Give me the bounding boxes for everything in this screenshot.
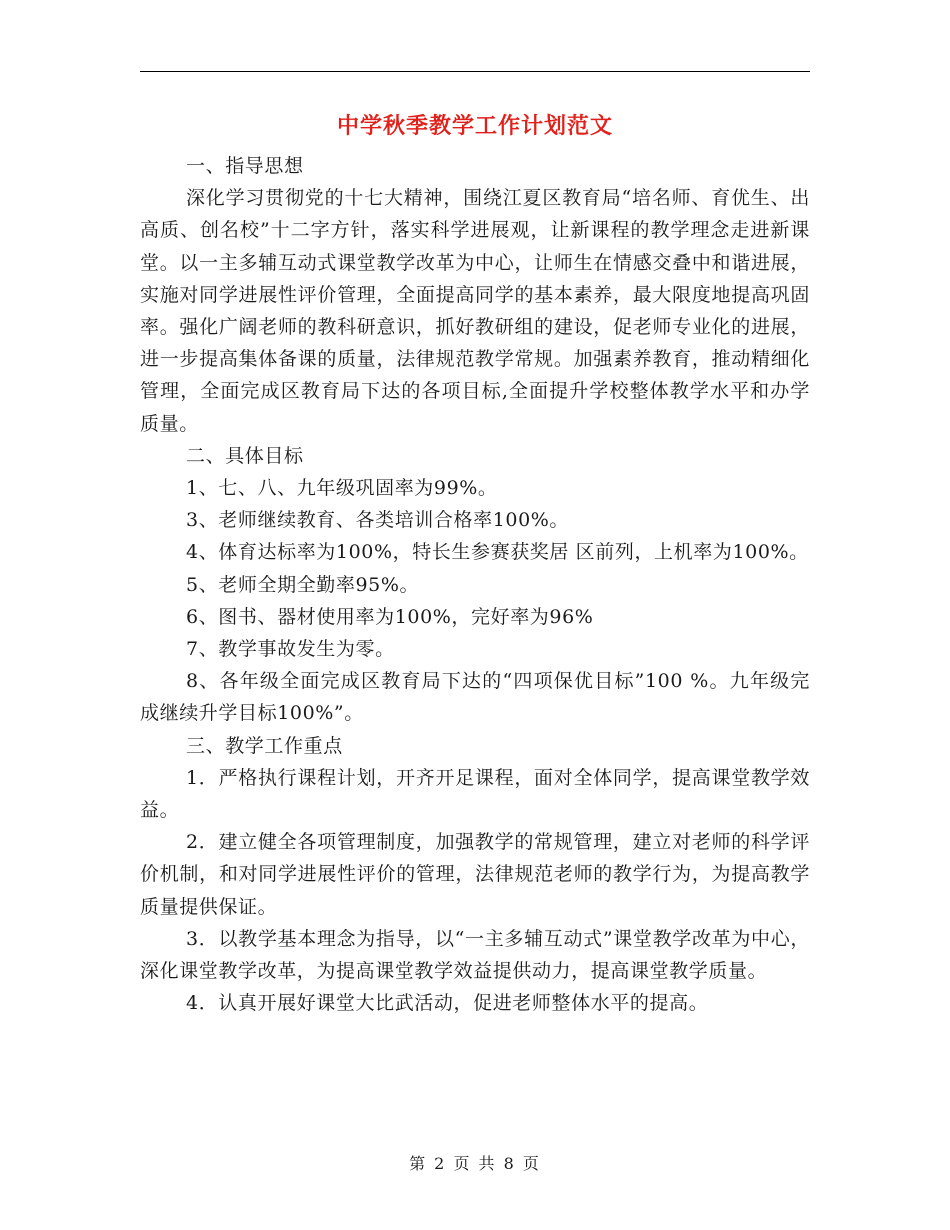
paragraph-guiding-thought: 深化学习贯彻党的十七大精神，围绕江夏区教育局“培名师、育优生、出高质、创名校”十二字方针，落实科学进展观，让新课程的教学理念走进新课堂。以一主多辅互动式课堂教学改革为中心，让师生在情感交叠中和谐进展，实施对同学进展性评价管理，全面提高同学的基本素养，最大限度地提高巩固率。强化广阔老师的教科研意识，抓好教研组的建设，促老师专业化的进展，进一步提高集体备课的质量，法律规范教学常规。加强素养教育，推动精细化管理，全面完成区教育局下达的各项目标,全面提升学校整体教学水平和办学质量。	[140, 187, 810, 435]
focus-item: 4．认真开展好课堂大比武活动，促进老师整体水平的提高。	[186, 992, 709, 1015]
goal-item: 6、图书、器材使用率为100%，完好率为96%	[186, 605, 594, 628]
document-title: 中学秋季教学工作计划范文	[336, 113, 613, 139]
goal-item: 1、七、八、九年级巩固率为99%。	[186, 477, 498, 500]
document-body	[140, 150, 810, 1019]
goal-item: 5、老师全期全勤率95%。	[186, 573, 420, 596]
section-heading-teaching-focus: 三、教学工作重点	[186, 734, 343, 757]
goal-item: 4、体育达标率为100%，特长生参赛获奖居 区前列，上机率为100%。	[186, 541, 809, 564]
goal-item: 7、教学事故发生为零。	[186, 638, 395, 661]
focus-item: 2．建立健全各项管理制度，加强教学的常规管理，建立对老师的科学评价机制，和对同学进展性评价的管理，法律规范老师的教学行为，为提高教学质量提供保证。	[140, 831, 810, 918]
page-number: 第 2 页 共 8 页	[409, 1154, 541, 1173]
focus-item: 1．严格执行课程计划，开齐开足课程，面对全体同学，提高课堂教学效益。	[140, 766, 810, 822]
goal-item: 3、老师继续教育、各类培训合格率100%。	[186, 509, 570, 532]
section-heading-guiding-thought: 一、指导思想	[186, 155, 304, 177]
section-heading-specific-goals: 二、具体目标	[186, 444, 304, 467]
focus-item: 3．以教学基本理念为指导，以“一主多辅互动式”课堂教学改革为中心，深化课堂教学改革，为提高课堂教学效益提供动力，提高课堂教学质量。	[140, 927, 810, 983]
goal-item: 8、各年级全面完成区教育局下达的“四项保优目标”100 %。九年级完成继续升学目标100%”。	[140, 670, 810, 725]
header-rule	[140, 71, 810, 72]
